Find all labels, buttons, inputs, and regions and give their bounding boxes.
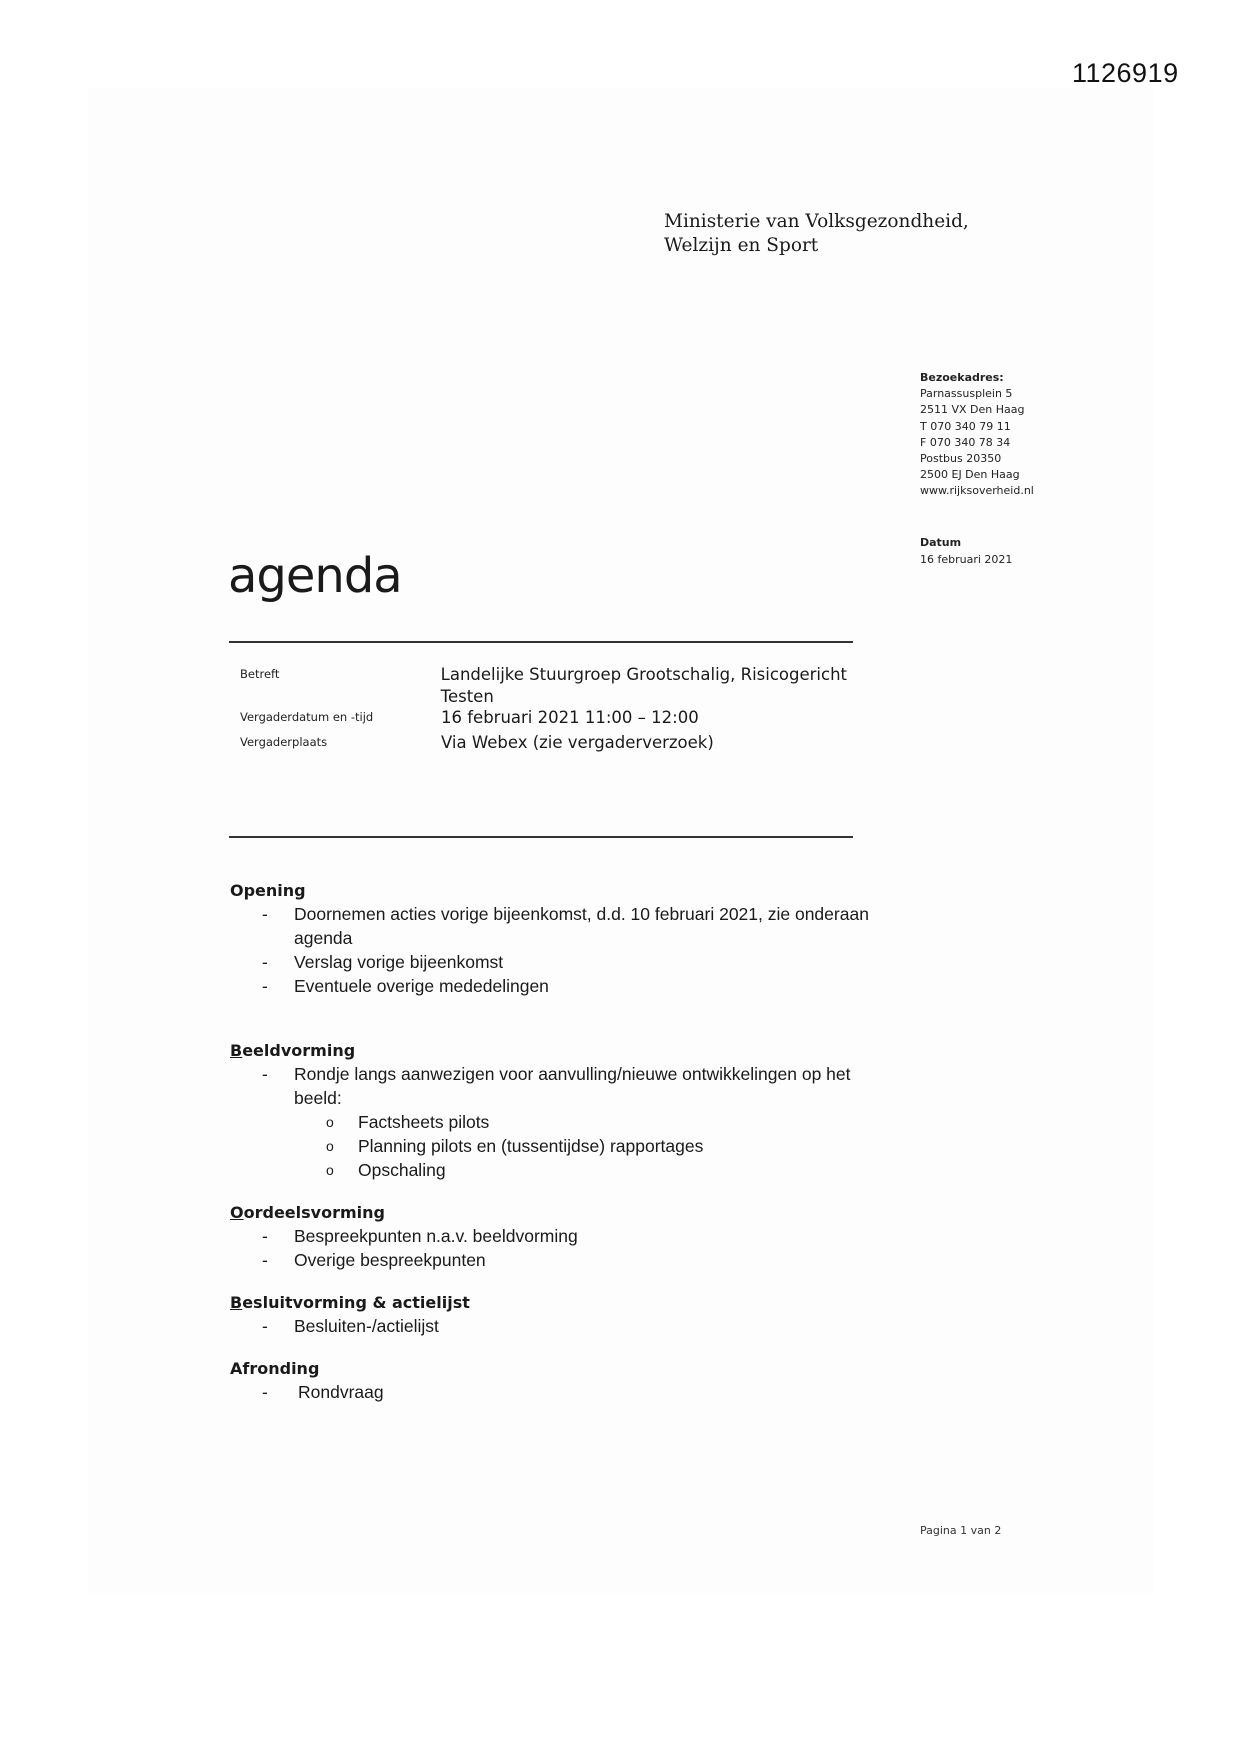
item-text: Verslag vorige bijeenkomst (294, 952, 504, 972)
section-afronding (230, 1358, 950, 1404)
page-number: Pagina 1 van 2 (920, 1524, 1002, 1537)
meta-label: Vergaderdatum en -tijd (240, 710, 374, 724)
list-item (230, 1380, 950, 1404)
ministry-line-1: Ministerie van Volksgezondheid, (664, 211, 969, 232)
date-value: 16 februari 2021 (920, 553, 1013, 566)
section-title-initial: O (230, 1203, 244, 1222)
meta-value: 16 februari 2021 11:00 – 12:00 (441, 708, 699, 727)
date-label: Datum (920, 536, 962, 549)
date-block (920, 534, 1012, 568)
section-title-rest: ordeelsvorming (243, 1203, 385, 1222)
sub-list-item (230, 1134, 950, 1158)
section-title-initial: B (230, 1041, 243, 1060)
address-website-link[interactable]: www.rijksoverheid.nl (920, 484, 1034, 498)
agenda-list (230, 880, 950, 1404)
circle-bullet-icon: o (326, 1114, 334, 1130)
item-text: Besluiten-/actielijst (294, 1316, 439, 1336)
section-opening (230, 880, 950, 998)
visiting-address (920, 370, 1034, 500)
address-phone: T 070 340 79 11 (920, 419, 1011, 433)
list-item (230, 950, 950, 974)
meta-value: Via Webex (zie vergaderverzoek) (441, 733, 714, 752)
document-id: 1126919 (1072, 58, 1179, 88)
item-text: Rondvraag (298, 1382, 384, 1402)
address-label: Bezoekadres: (920, 371, 1004, 384)
section-title-rest: eeldvorming (242, 1041, 356, 1060)
sub-list-item (230, 1110, 950, 1134)
section-besluitvorming (230, 1292, 950, 1338)
meta-value: Landelijke Stuurgroep Grootschalig, Risicogericht Testen (440, 665, 848, 706)
sub-item-text: Opschaling (358, 1160, 446, 1180)
item-text: Eventuele overige mededelingen (294, 976, 549, 996)
section-beeldvorming (230, 1040, 950, 1182)
dash-bullet-icon: - (262, 1226, 268, 1246)
address-street: Parnassusplein 5 (920, 387, 1013, 401)
meeting-details (240, 664, 860, 754)
meta-row-subject (240, 664, 860, 707)
list-item (230, 902, 950, 950)
section-title (230, 1202, 950, 1224)
meta-label: Betreft (240, 667, 280, 681)
dash-bullet-icon: - (262, 1382, 268, 1402)
meta-row-location (240, 732, 860, 754)
dash-bullet-icon: - (262, 1064, 268, 1084)
divider-top (229, 641, 853, 643)
dash-bullet-icon: - (262, 952, 268, 972)
ministry-logo-text (664, 210, 969, 258)
section-title-rest: esluitvorming & actielijst (242, 1293, 470, 1312)
dash-bullet-icon: - (262, 904, 268, 924)
list-item (230, 1224, 950, 1248)
item-text: Bespreekpunten n.a.v. beeldvorming (294, 1226, 578, 1246)
dash-bullet-icon: - (262, 1250, 268, 1270)
meta-row-datetime (240, 707, 860, 732)
section-title: Opening (230, 881, 306, 900)
item-text: Rondje langs aanwezigen voor aanvulling/nieuwe ontwikkelingen op het beeld: (294, 1064, 851, 1108)
meta-label: Vergaderplaats (240, 735, 328, 749)
section-title (230, 1292, 950, 1314)
list-item (230, 1314, 950, 1338)
dash-bullet-icon: - (262, 1316, 268, 1336)
section-title-initial: B (230, 1293, 243, 1312)
circle-bullet-icon: o (326, 1162, 334, 1178)
section-title (230, 1040, 950, 1062)
address-postbus: Postbus 20350 (920, 452, 1002, 466)
item-text: Doornemen acties vorige bijeenkomst, d.d. 10 februari 2021, zie onderaan agenda (294, 904, 869, 948)
circle-bullet-icon: o (326, 1138, 334, 1154)
list-item (230, 1062, 950, 1110)
sub-item-text: Factsheets pilots (358, 1112, 490, 1132)
address-postcode: 2511 VX Den Haag (920, 403, 1025, 417)
item-text: Overige bespreekpunten (294, 1250, 486, 1270)
address-postbus-postcode: 2500 EJ Den Haag (920, 468, 1020, 482)
address-fax: F 070 340 78 34 (920, 435, 1011, 449)
dash-bullet-icon: - (262, 976, 268, 996)
divider-bottom (229, 836, 853, 838)
ministry-line-2: Welzijn en Sport (664, 235, 819, 256)
section-title: Afronding (230, 1359, 320, 1378)
list-item (230, 1248, 950, 1272)
sub-list-item (230, 1158, 950, 1182)
page-title: agenda (228, 548, 402, 604)
list-item (230, 974, 950, 998)
section-oordeelsvorming (230, 1202, 950, 1272)
sub-item-text: Planning pilots en (tussentijdse) rapportages (358, 1136, 704, 1156)
